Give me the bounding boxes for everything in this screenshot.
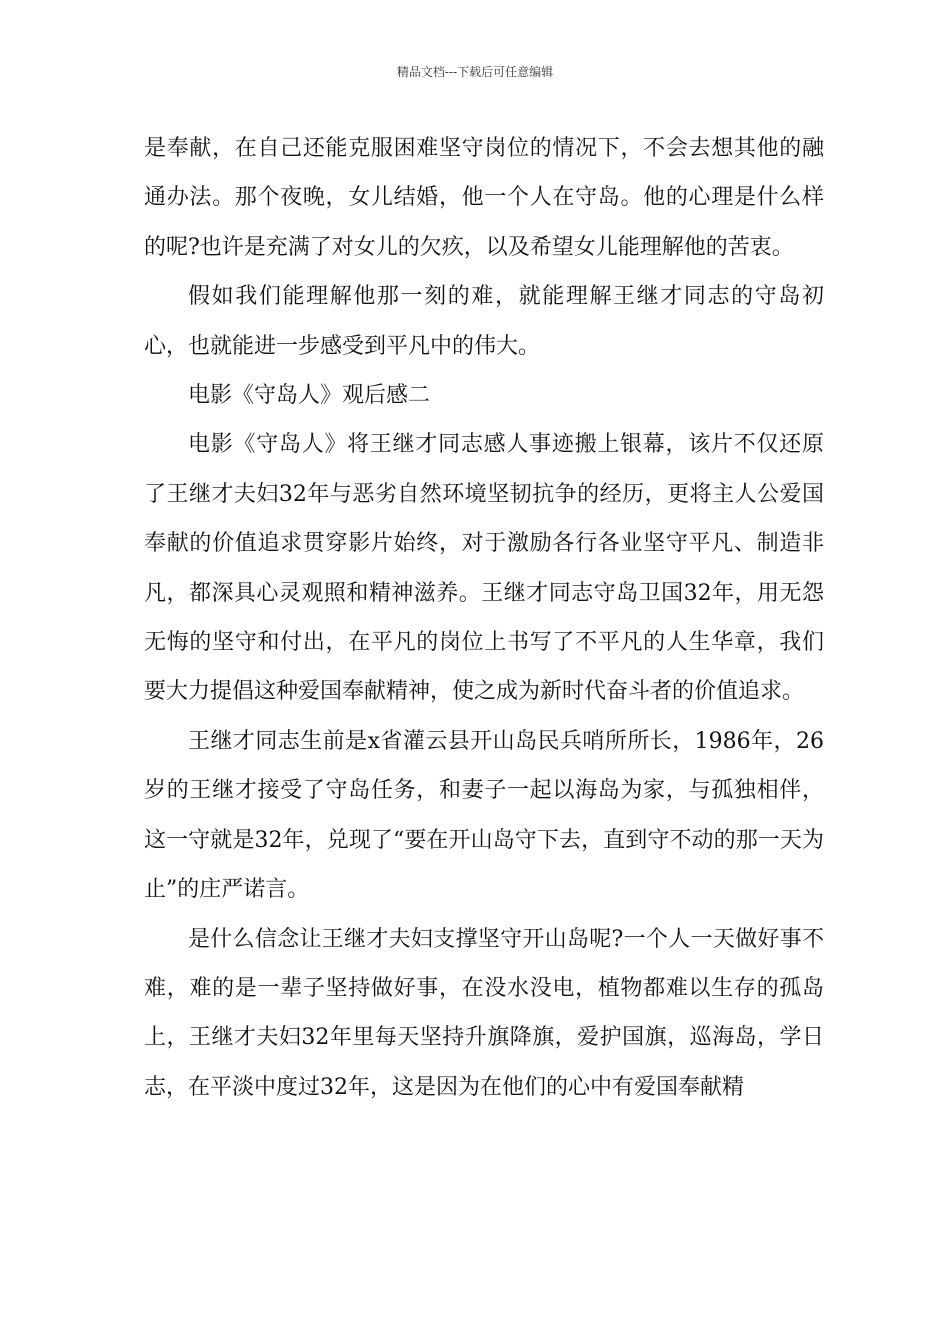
paragraph-continuation: 是奉献，在自己还能克服困难坚守岗位的情况下，不会去想其他的融通办法。那个夜晚，女儿结婚，他一个人在守岛。他的心理是什么样的呢?也许是充满了对女儿的欠疚，以及希望女儿能理解他的苦衷。 xyxy=(144,136,824,260)
paragraph-understanding: 假如我们能理解他那一刻的难，就能理解王继才同志的守岛初心，也就能进一步感受到平凡中的伟大。 xyxy=(144,284,824,359)
section-subtitle: 电影《守岛人》观后感二 xyxy=(188,383,431,409)
page-header: 精品文档---下载后可任意编辑 xyxy=(396,65,554,79)
paragraph-film-intro: 电影《守岛人》将王继才同志感人事迹搬上银幕，该片不仅还原了王继才夫妇32年与恶劣自然环境坚韧抗争的经历，更将主人公爱国奉献的价值追求贯穿影片始终，对于激励各行各业坚守平凡、制造非凡，都深具心灵观照和精神滋养。王继才同志守岛卫国32年，用无怨无悔的坚守和付出，在平凡的岗位上书写了不平凡的人生华章，我们要大力提倡这种爱国奉献精神，使之成为新时代奋斗者的价值追求。 xyxy=(144,432,824,705)
paragraph-belief: 是什么信念让王继才夫妇支撑坚守开山岛呢?一个人一天做好事不难，难的是一辈子坚持做好事，在没水没电，植物都难以生存的孤岛上，王继才夫妇32年里每天坚持升旗降旗，爱护国旗，巡海岛，学日志，在平淡中度过32年，这是因为在他们的心中有爱国奉献精 xyxy=(144,926,824,1100)
document-body xyxy=(144,124,824,1112)
paragraph-biography: 王继才同志生前是x省灌云县开山岛民兵哨所所长，1986年，26岁的王继才接受了守岛任务，和妻子一起以海岛为家，与孤独相伴，这一守就是32年，兑现了“要在开山岛守下去，直到守不动的那一天为止”的庄严诺言。 xyxy=(144,728,824,903)
